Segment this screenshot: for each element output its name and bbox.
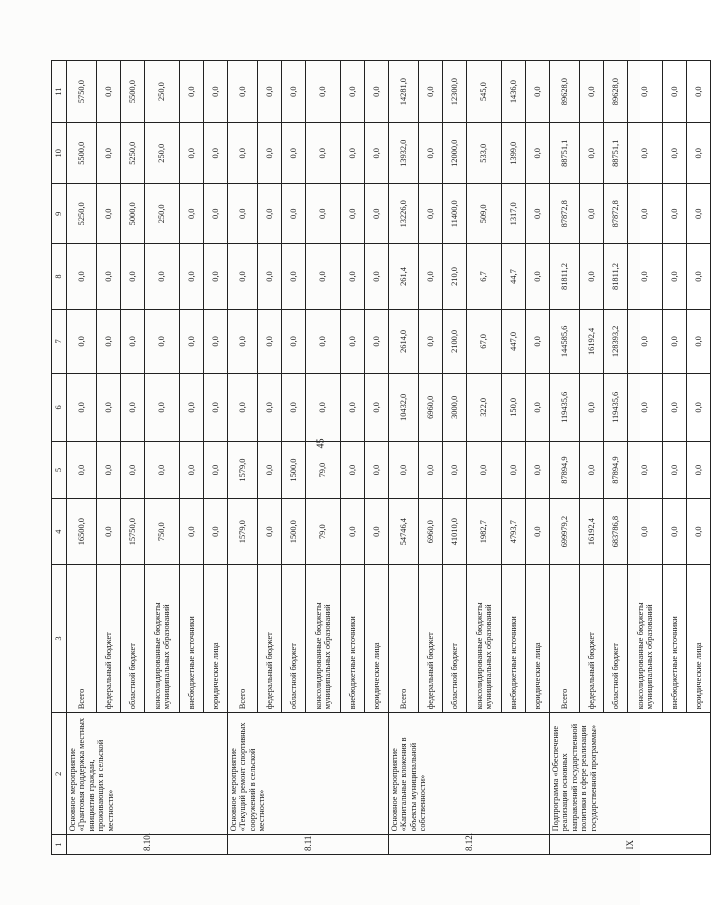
value-cell: 10432,0 xyxy=(389,374,419,442)
value-cell: 0,0 xyxy=(145,441,180,499)
value-cell: 0,0 xyxy=(419,184,443,244)
value-cell: 0,0 xyxy=(282,123,306,184)
row-code: 8.10. xyxy=(67,835,228,855)
value-cell: 261,4 xyxy=(389,244,419,309)
value-cell: 0,0 xyxy=(97,309,121,373)
value-cell: 6960,0 xyxy=(419,499,443,564)
value-cell: 2100,0 xyxy=(443,309,467,373)
value-cell: 1579,0 xyxy=(228,499,258,564)
value-cell: 0,0 xyxy=(97,374,121,442)
value-cell: 87894,9 xyxy=(550,441,580,499)
value-cell: 0,0 xyxy=(628,244,663,309)
value-cell: 0,0 xyxy=(526,499,550,564)
value-cell: 0,0 xyxy=(180,374,204,442)
value-cell: 0,0 xyxy=(365,244,389,309)
value-cell: 4793,7 xyxy=(502,499,526,564)
value-cell: 15750,0 xyxy=(121,499,145,564)
value-cell: 0,0 xyxy=(258,309,282,373)
value-cell: 683786,8 xyxy=(604,499,628,564)
value-cell: 0,0 xyxy=(306,309,341,373)
funding-source: федеральный бюджет xyxy=(258,564,282,712)
value-cell: 0,0 xyxy=(687,309,711,373)
value-cell: 0,0 xyxy=(663,123,687,184)
value-cell: 0,0 xyxy=(97,184,121,244)
value-cell: 88751,1 xyxy=(604,123,628,184)
value-cell: 0,0 xyxy=(204,309,228,373)
column-number: 2 xyxy=(52,713,67,835)
value-cell: 0,0 xyxy=(97,123,121,184)
value-cell: 1317,0 xyxy=(502,184,526,244)
value-cell: 5250,0 xyxy=(67,184,97,244)
value-cell: 0,0 xyxy=(502,441,526,499)
row-code: 8.12. xyxy=(389,835,550,855)
table-row xyxy=(67,61,97,855)
value-cell: 0,0 xyxy=(282,61,306,123)
value-cell: 0,0 xyxy=(341,374,365,442)
value-cell: 0,0 xyxy=(228,309,258,373)
value-cell: 0,0 xyxy=(121,441,145,499)
value-cell: 5000,0 xyxy=(121,184,145,244)
value-cell: 0,0 xyxy=(365,184,389,244)
value-cell: 1579,0 xyxy=(228,441,258,499)
value-cell: 250,0 xyxy=(145,61,180,123)
value-cell: 0,0 xyxy=(282,309,306,373)
value-cell: 0,0 xyxy=(97,499,121,564)
table-row xyxy=(389,61,419,855)
funding-source: консолидированные бюджеты муниципальных образований xyxy=(145,564,180,712)
column-number: 9 xyxy=(52,184,67,244)
value-cell: 119435,6 xyxy=(550,374,580,442)
value-cell: 0,0 xyxy=(687,499,711,564)
value-cell: 5500,0 xyxy=(121,61,145,123)
value-cell: 0,0 xyxy=(258,499,282,564)
value-cell: 0,0 xyxy=(628,374,663,442)
value-cell: 0,0 xyxy=(204,61,228,123)
value-cell: 0,0 xyxy=(663,499,687,564)
value-cell: 87894,9 xyxy=(604,441,628,499)
value-cell: 0,0 xyxy=(341,123,365,184)
value-cell: 0,0 xyxy=(180,184,204,244)
value-cell: 0,0 xyxy=(341,244,365,309)
value-cell: 0,0 xyxy=(180,61,204,123)
value-cell: 0,0 xyxy=(365,499,389,564)
funding-source: внебюджетные источники xyxy=(341,564,365,712)
value-cell: 0,0 xyxy=(628,499,663,564)
value-cell: 0,0 xyxy=(341,184,365,244)
value-cell: 41010,0 xyxy=(443,499,467,564)
value-cell: 0,0 xyxy=(663,374,687,442)
value-cell: 699979,2 xyxy=(550,499,580,564)
funding-source: внебюджетные источники xyxy=(180,564,204,712)
measure-title: Основное мероприятие «Капитальные вложения в объекты муниципальной собственности» xyxy=(389,713,550,835)
value-cell: 0,0 xyxy=(467,441,502,499)
value-cell: 16192,4 xyxy=(580,499,604,564)
funding-source: Всего xyxy=(67,564,97,712)
value-cell: 54746,4 xyxy=(389,499,419,564)
value-cell: 13226,0 xyxy=(389,184,419,244)
value-cell: 0,0 xyxy=(228,123,258,184)
table-body xyxy=(52,61,711,855)
value-cell: 0,0 xyxy=(628,61,663,123)
value-cell: 0,0 xyxy=(365,123,389,184)
value-cell: 0,0 xyxy=(419,309,443,373)
measure-title: Основное мероприятие «Текущий ремонт спортивных сооружений в сельской местности» xyxy=(228,713,389,835)
value-cell: 0,0 xyxy=(341,499,365,564)
value-cell: 0,0 xyxy=(204,123,228,184)
value-cell: 44,7 xyxy=(502,244,526,309)
funding-source: Всего xyxy=(228,564,258,712)
value-cell: 89628,0 xyxy=(604,61,628,123)
value-cell: 79,0 xyxy=(306,499,341,564)
value-cell: 0,0 xyxy=(580,244,604,309)
measure-title: Основное мероприятие «Грантовая поддержка местных инициатив граждан, проживающих в сельской местности» xyxy=(67,713,228,835)
value-cell: 322,0 xyxy=(467,374,502,442)
value-cell: 0,0 xyxy=(389,441,419,499)
funding-source: консолидированные бюджеты муниципальных образований xyxy=(467,564,502,712)
value-cell: 0,0 xyxy=(580,184,604,244)
value-cell: 0,0 xyxy=(204,499,228,564)
value-cell: 0,0 xyxy=(180,309,204,373)
value-cell: 0,0 xyxy=(258,244,282,309)
value-cell: 545,0 xyxy=(467,61,502,123)
value-cell: 0,0 xyxy=(580,123,604,184)
value-cell: 6960,0 xyxy=(419,374,443,442)
value-cell: 0,0 xyxy=(67,374,97,442)
column-number: 8 xyxy=(52,244,67,309)
value-cell: 13932,0 xyxy=(389,123,419,184)
value-cell: 0,0 xyxy=(580,441,604,499)
value-cell: 0,0 xyxy=(258,441,282,499)
value-cell: 0,0 xyxy=(341,309,365,373)
value-cell: 67,0 xyxy=(467,309,502,373)
table-header-row xyxy=(52,61,67,855)
table-row xyxy=(228,61,258,855)
value-cell: 12300,0 xyxy=(443,61,467,123)
value-cell: 0,0 xyxy=(204,374,228,442)
value-cell: 0,0 xyxy=(580,374,604,442)
column-number: 3 xyxy=(52,564,67,712)
value-cell: 0,0 xyxy=(663,61,687,123)
value-cell: 81811,2 xyxy=(550,244,580,309)
rotated-table-container xyxy=(51,60,703,855)
value-cell: 210,0 xyxy=(443,244,467,309)
funding-source: областной бюджет xyxy=(604,564,628,712)
value-cell: 0,0 xyxy=(121,309,145,373)
value-cell: 0,0 xyxy=(419,61,443,123)
value-cell: 0,0 xyxy=(180,441,204,499)
value-cell: 0,0 xyxy=(180,499,204,564)
value-cell: 0,0 xyxy=(306,184,341,244)
value-cell: 0,0 xyxy=(204,244,228,309)
value-cell: 0,0 xyxy=(365,374,389,442)
value-cell: 0,0 xyxy=(663,244,687,309)
column-number: 1 xyxy=(52,835,67,855)
value-cell: 81811,2 xyxy=(604,244,628,309)
value-cell: 150,0 xyxy=(502,374,526,442)
value-cell: 144585,6 xyxy=(550,309,580,373)
value-cell: 0,0 xyxy=(228,374,258,442)
value-cell: 0,0 xyxy=(204,184,228,244)
column-number: 7 xyxy=(52,309,67,373)
value-cell: 0,0 xyxy=(228,184,258,244)
funding-source: областной бюджет xyxy=(443,564,467,712)
value-cell: 0,0 xyxy=(419,441,443,499)
value-cell: 119435,6 xyxy=(604,374,628,442)
value-cell: 0,0 xyxy=(204,441,228,499)
value-cell: 1500,0 xyxy=(282,441,306,499)
value-cell: 0,0 xyxy=(687,374,711,442)
value-cell: 5750,0 xyxy=(67,61,97,123)
value-cell: 0,0 xyxy=(526,244,550,309)
value-cell: 6,7 xyxy=(467,244,502,309)
value-cell: 87872,8 xyxy=(604,184,628,244)
value-cell: 0,0 xyxy=(628,441,663,499)
funding-source: областной бюджет xyxy=(282,564,306,712)
value-cell: 0,0 xyxy=(306,123,341,184)
value-cell: 79,0 xyxy=(306,441,341,499)
value-cell: 250,0 xyxy=(145,184,180,244)
value-cell: 250,0 xyxy=(145,123,180,184)
value-cell: 0,0 xyxy=(687,184,711,244)
funding-source: юридические лица xyxy=(526,564,550,712)
value-cell: 2614,0 xyxy=(389,309,419,373)
value-cell: 11400,0 xyxy=(443,184,467,244)
value-cell: 0,0 xyxy=(97,441,121,499)
value-cell: 1982,7 xyxy=(467,499,502,564)
value-cell: 87872,8 xyxy=(550,184,580,244)
value-cell: 0,0 xyxy=(580,61,604,123)
value-cell: 16500,0 xyxy=(67,499,97,564)
value-cell: 0,0 xyxy=(258,61,282,123)
value-cell: 0,0 xyxy=(306,374,341,442)
value-cell: 89628,0 xyxy=(550,61,580,123)
value-cell: 0,0 xyxy=(628,309,663,373)
value-cell: 0,0 xyxy=(526,123,550,184)
value-cell: 0,0 xyxy=(526,309,550,373)
funding-source: федеральный бюджет xyxy=(580,564,604,712)
value-cell: 0,0 xyxy=(121,374,145,442)
column-number: 4 xyxy=(52,499,67,564)
value-cell: 0,0 xyxy=(663,184,687,244)
value-cell: 0,0 xyxy=(145,309,180,373)
column-number: 6 xyxy=(52,374,67,442)
value-cell: 0,0 xyxy=(306,61,341,123)
funding-source: областной бюджет xyxy=(121,564,145,712)
table-row xyxy=(550,61,580,855)
value-cell: 0,0 xyxy=(687,61,711,123)
value-cell: 509,0 xyxy=(467,184,502,244)
value-cell: 0,0 xyxy=(145,374,180,442)
funding-source: федеральный бюджет xyxy=(97,564,121,712)
row-code: IX xyxy=(550,835,711,855)
value-cell: 0,0 xyxy=(306,244,341,309)
funding-source: консолидированные бюджеты муниципальных образований xyxy=(306,564,341,712)
value-cell: 0,0 xyxy=(365,61,389,123)
value-cell: 0,0 xyxy=(180,244,204,309)
value-cell: 0,0 xyxy=(628,123,663,184)
value-cell: 0,0 xyxy=(526,61,550,123)
value-cell: 0,0 xyxy=(228,244,258,309)
page-number: 45 xyxy=(315,438,327,449)
value-cell: 0,0 xyxy=(67,441,97,499)
value-cell: 0,0 xyxy=(687,123,711,184)
value-cell: 0,0 xyxy=(687,441,711,499)
value-cell: 0,0 xyxy=(628,184,663,244)
value-cell: 0,0 xyxy=(687,244,711,309)
value-cell: 0,0 xyxy=(282,374,306,442)
value-cell: 0,0 xyxy=(97,61,121,123)
value-cell: 0,0 xyxy=(258,184,282,244)
value-cell: 0,0 xyxy=(145,244,180,309)
value-cell: 88751,1 xyxy=(550,123,580,184)
value-cell: 447,0 xyxy=(502,309,526,373)
value-cell: 14281,0 xyxy=(389,61,419,123)
value-cell: 0,0 xyxy=(67,244,97,309)
value-cell: 0,0 xyxy=(443,441,467,499)
value-cell: 0,0 xyxy=(228,61,258,123)
value-cell: 0,0 xyxy=(258,374,282,442)
value-cell: 0,0 xyxy=(258,123,282,184)
value-cell: 0,0 xyxy=(365,309,389,373)
value-cell: 0,0 xyxy=(282,244,306,309)
column-number: 5 xyxy=(52,441,67,499)
value-cell: 0,0 xyxy=(341,61,365,123)
row-code: 8.11. xyxy=(228,835,389,855)
value-cell: 0,0 xyxy=(341,441,365,499)
value-cell: 0,0 xyxy=(663,309,687,373)
value-cell: 0,0 xyxy=(526,184,550,244)
funding-source: внебюджетные источники xyxy=(663,564,687,712)
value-cell: 0,0 xyxy=(97,244,121,309)
value-cell: 0,0 xyxy=(121,244,145,309)
value-cell: 0,0 xyxy=(365,441,389,499)
value-cell: 1436,0 xyxy=(502,61,526,123)
value-cell: 1500,0 xyxy=(282,499,306,564)
value-cell: 0,0 xyxy=(526,441,550,499)
funding-source: консолидированные бюджеты муниципальных образований xyxy=(628,564,663,712)
value-cell: 16192,4 xyxy=(580,309,604,373)
value-cell: 5250,0 xyxy=(121,123,145,184)
value-cell: 0,0 xyxy=(282,184,306,244)
value-cell: 128393,2 xyxy=(604,309,628,373)
funding-source: внебюджетные источники xyxy=(502,564,526,712)
measure-title: Подпрограмма «Обеспечение реализации основных направлений государственной политики в сфере реализации государственной программы» xyxy=(550,713,711,835)
value-cell: 533,0 xyxy=(467,123,502,184)
funding-source: юридические лица xyxy=(687,564,711,712)
value-cell: 0,0 xyxy=(419,123,443,184)
value-cell: 5500,0 xyxy=(67,123,97,184)
value-cell: 0,0 xyxy=(180,123,204,184)
value-cell: 3000,0 xyxy=(443,374,467,442)
funding-source: юридические лица xyxy=(204,564,228,712)
funding-source: федеральный бюджет xyxy=(419,564,443,712)
value-cell: 1399,0 xyxy=(502,123,526,184)
column-number: 11 xyxy=(52,61,67,123)
value-cell: 0,0 xyxy=(67,309,97,373)
value-cell: 12000,0 xyxy=(443,123,467,184)
column-number: 10 xyxy=(52,123,67,184)
budget-table xyxy=(51,60,711,855)
value-cell: 750,0 xyxy=(145,499,180,564)
funding-source: Всего xyxy=(550,564,580,712)
value-cell: 0,0 xyxy=(419,244,443,309)
value-cell: 0,0 xyxy=(526,374,550,442)
funding-source: Всего xyxy=(389,564,419,712)
value-cell: 0,0 xyxy=(663,441,687,499)
funding-source: юридические лица xyxy=(365,564,389,712)
